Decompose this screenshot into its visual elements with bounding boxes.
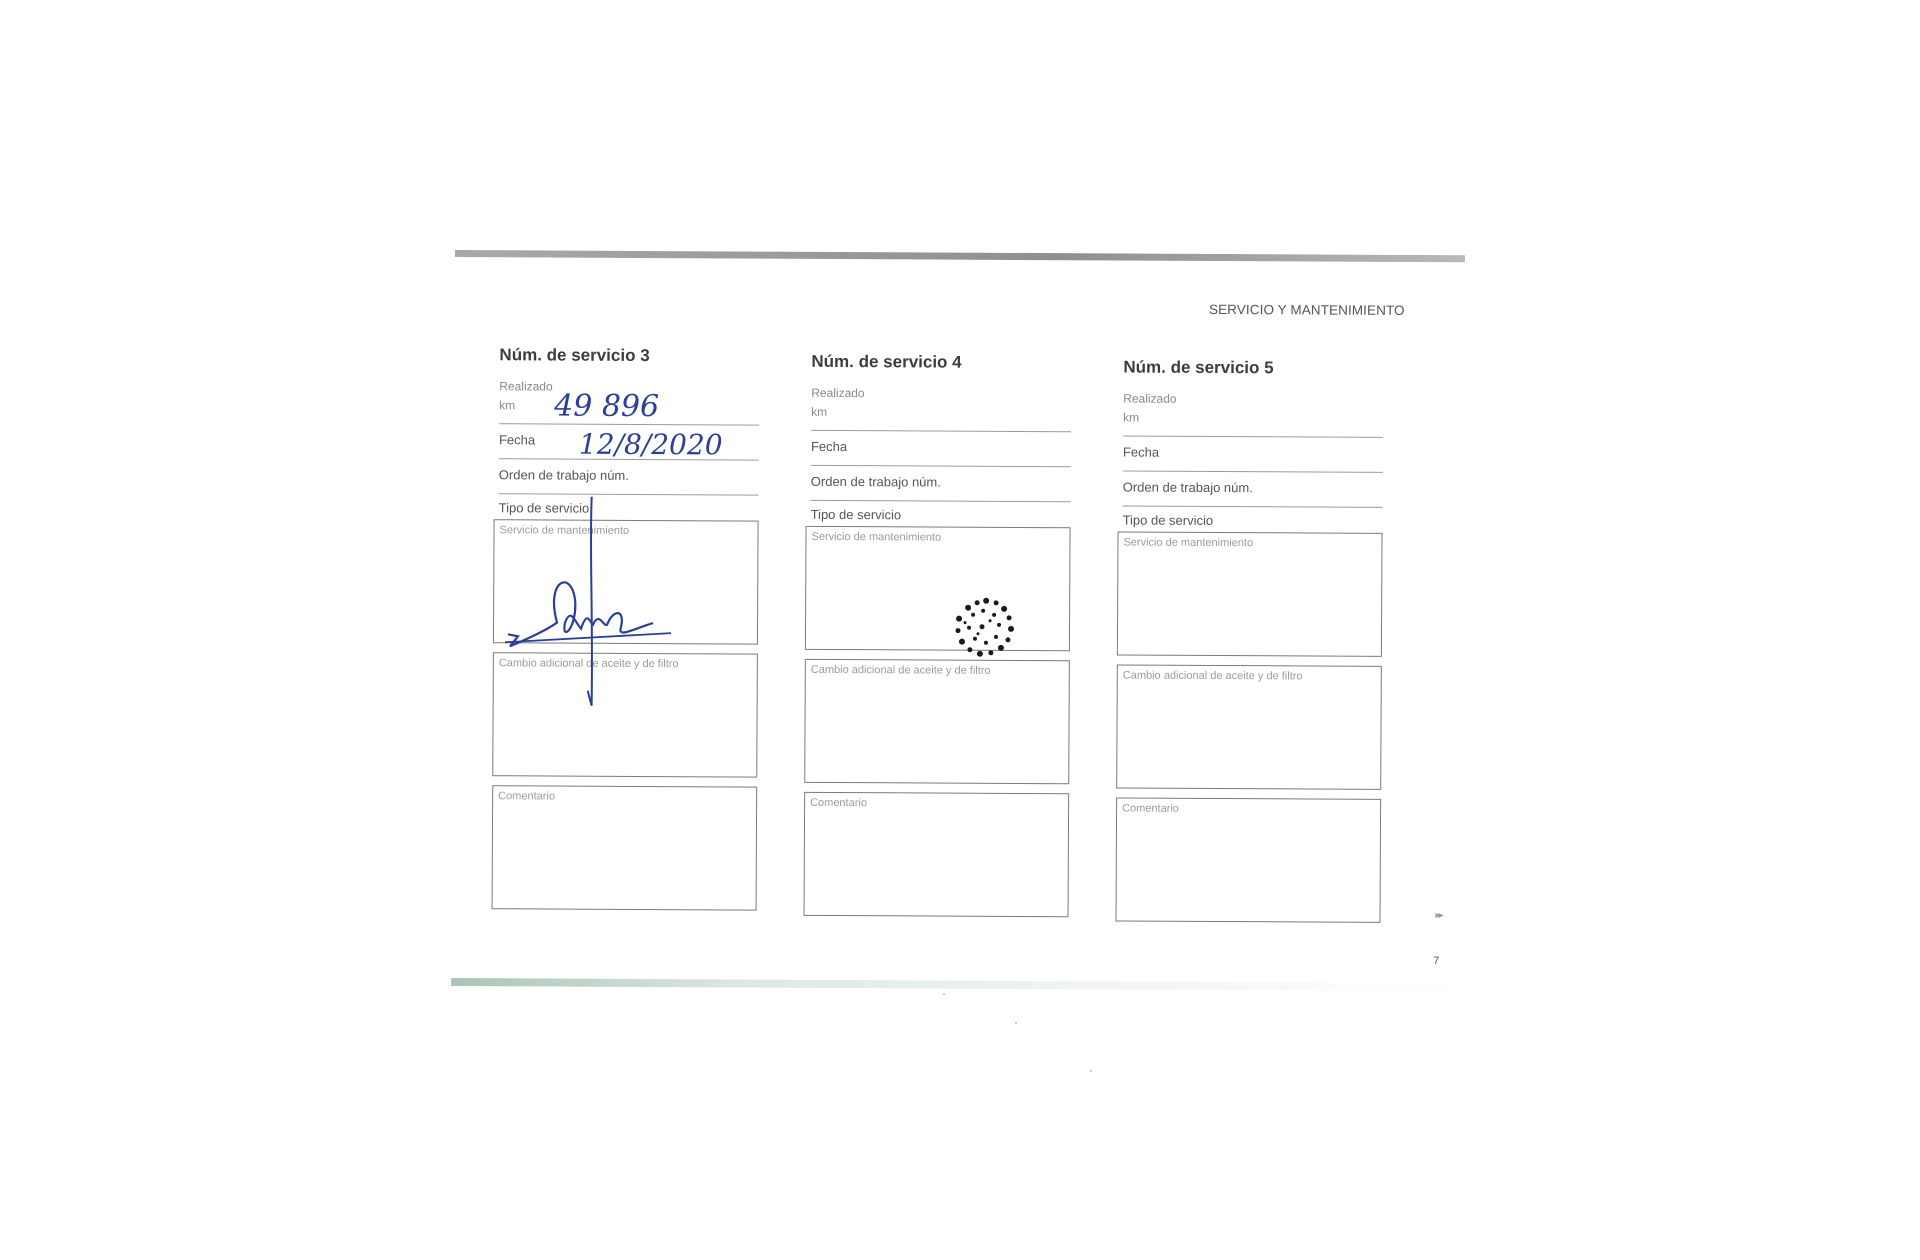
fecha-label: Fecha xyxy=(1122,444,1160,460)
forward-arrows-icon: ▸▸ xyxy=(1435,910,1442,922)
scan-speck xyxy=(1015,1022,1017,1024)
maintenance-box-label: Servicio de mantenimiento xyxy=(499,524,630,537)
realizado-label: Realizado xyxy=(499,379,553,394)
comment-box-label: Comentario xyxy=(1122,802,1179,815)
km-label: km xyxy=(499,398,516,413)
tipo-label: Tipo de servicio xyxy=(810,506,902,523)
fecha-handwritten-value: 12/8/2020 xyxy=(578,427,723,462)
service-title: Núm. de servicio 4 xyxy=(811,351,962,372)
oil-change-box-label: Cambio adicional de aceite y de filtro xyxy=(810,663,991,677)
orden-label: Orden de trabajo núm. xyxy=(810,473,941,490)
comment-box-label: Comentario xyxy=(810,796,868,810)
service-title: Núm. de servicio 5 xyxy=(1123,357,1274,378)
orden-label: Orden de trabajo núm. xyxy=(498,467,629,483)
handwritten-signature xyxy=(451,250,1465,995)
realizado-label: Realizado xyxy=(811,385,865,401)
stamp-impression xyxy=(955,598,1014,657)
realizado-label: Realizado xyxy=(1123,391,1177,406)
section-header: SERVICIO Y MANTENIMIENTO xyxy=(1208,301,1405,318)
fecha-label: Fecha xyxy=(498,432,536,448)
comment-box-label: Comentario xyxy=(498,790,556,803)
service-title: Núm. de servicio 3 xyxy=(499,345,650,366)
tipo-label: Tipo de servicio xyxy=(1122,512,1214,528)
fecha-label: Fecha xyxy=(810,438,848,455)
km-label: km xyxy=(1123,410,1140,425)
scan-speck xyxy=(943,993,945,995)
oil-change-box-label: Cambio adicional de aceite y de filtro xyxy=(498,657,679,671)
service-booklet-page xyxy=(451,250,1465,995)
km-handwritten-value: 49 896 xyxy=(554,388,660,425)
km-label: km xyxy=(811,404,828,419)
scan-speck xyxy=(1090,1070,1092,1072)
oil-change-box-label: Cambio adicional de aceite y de filtro xyxy=(1122,669,1303,683)
maintenance-box-label: Servicio de mantenimiento xyxy=(811,530,942,544)
tipo-label: Tipo de servicio xyxy=(498,500,590,516)
maintenance-box-label: Servicio de mantenimiento xyxy=(1123,536,1254,550)
orden-label: Orden de trabajo núm. xyxy=(1122,479,1253,496)
page-number: 7 xyxy=(1433,955,1440,968)
